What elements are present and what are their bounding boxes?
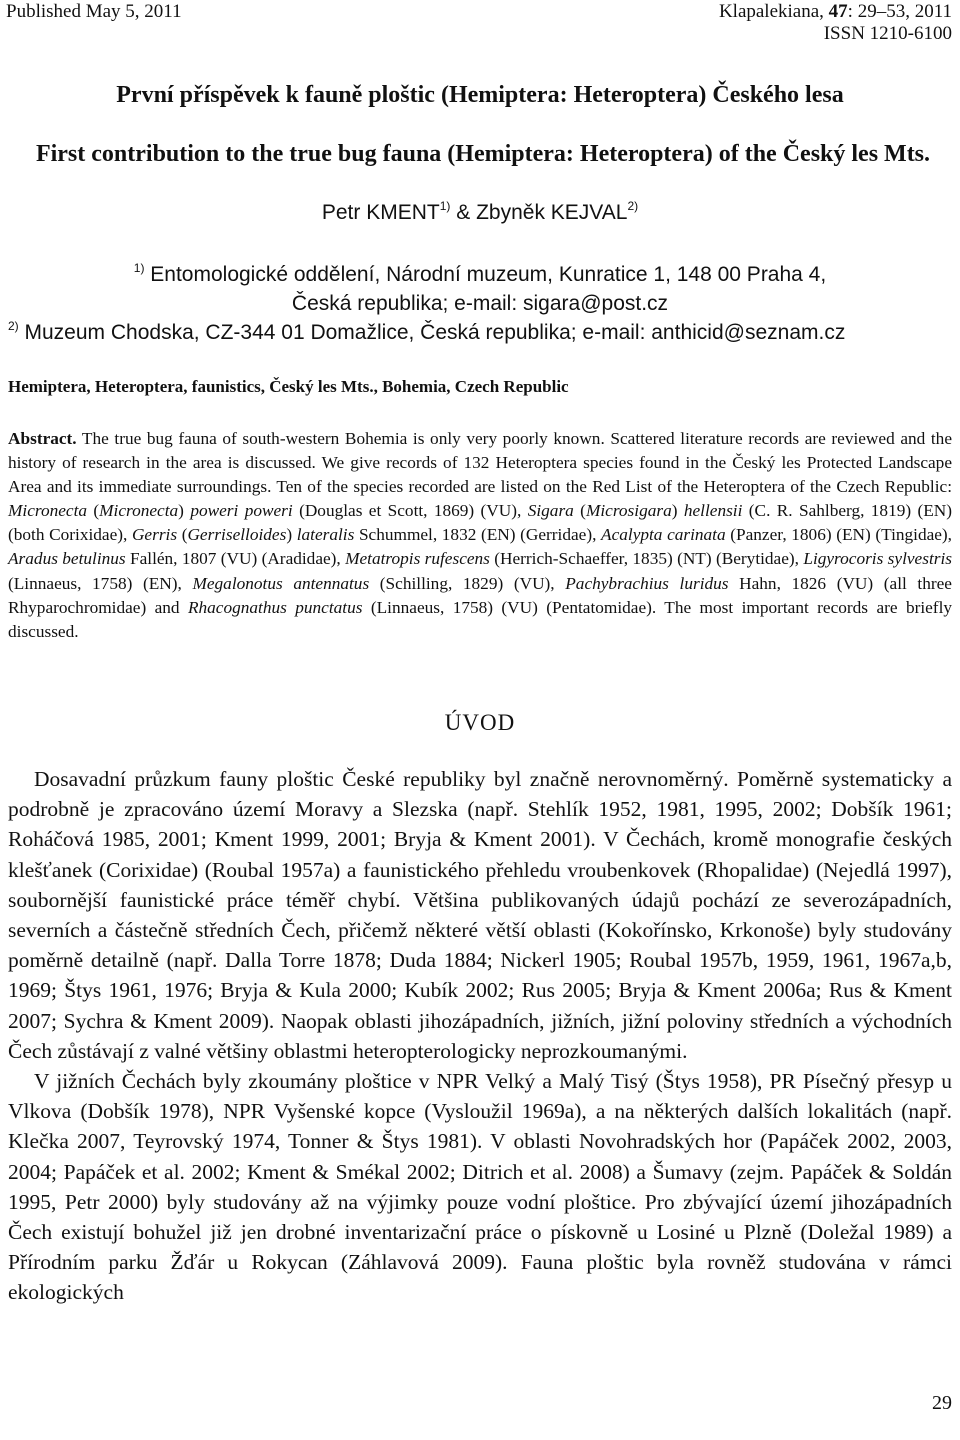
- abstract-text: ): [286, 525, 297, 545]
- abstract-text: (Douglas et Scott, 1869) (VU),: [292, 501, 528, 521]
- section-heading: ÚVOD: [444, 710, 516, 735]
- body-text: [8, 764, 952, 1308]
- author-1: Petr KMENT: [321, 201, 440, 224]
- species-name: Aradus betulinus: [8, 549, 126, 569]
- abstract-text: (Panzer, 1806) (EN) (Tingidae),: [725, 525, 953, 545]
- journal-issn: ISSN 1210-6100: [823, 23, 952, 44]
- paragraph: V jižních Čechách byly zkoumány ploštice v NPR Velký a Malý Tisý (Štys 1958), PR Písečný přesyp u Vlkova (Dobšík 1978), NPR Vyšenské kopce (Vysloužil 1969a), a na některých dalších lokalitách (např. Klečka 2007, Teyrovský 1974, Tonner & Štys 1981). V oblasti Novohradských hor (Papáček 2002, 2003, 2004; Papáček et al. 2002; Kment & Smékal 2002; Ditrich et al. 2008) a Šumavy (zejm. Papáček & Soldán 1995, Petr 2000) byly studovány až na výjimky pouze vodní ploštice. Pro zbývající území jihozápadních Čech existují bohužel již jen drobné inventarizační práce o pískovně u Losiné u Plzně (Doležal 1989) a Přírodním parku Žďár u Rokycan (Záhlavová 2009). Fauna ploštic byla rovněž studována v rámci ekologických: [8, 1069, 952, 1305]
- affiliation-1-mark: 1): [133, 261, 145, 275]
- authors: [0, 200, 960, 226]
- species-name: hellensii: [683, 501, 743, 521]
- keywords: Hemiptera, Heteroptera, faunistics, Český les Mts., Bohemia, Czech Republic: [8, 377, 569, 396]
- species-name: Acalypta carinata: [601, 525, 726, 545]
- title-english: First contribution to the true bug fauna (Hemiptera: Heteroptera) of the Český les Mts.: [35, 141, 931, 167]
- author-1-affiliation-mark: 1): [439, 199, 451, 213]
- affiliation-1: [0, 260, 960, 318]
- species-name: Micronecta: [8, 501, 88, 521]
- abstract-text: (C. R. Sahlberg, 1819) (EN) (both Corixidae),: [8, 501, 953, 545]
- abstract-text: The true bug fauna of south-western Bohemia is only very poorly known. Scattered literature records are reviewed and the history of research in the area is discussed. We give records of 132 Heteroptera species found in the Český les Protected Landscape Area and its immediate surroundings. Ten of the species recorded are listed on the Red List of the Heteroptera of the Czech Republic:: [8, 429, 952, 497]
- author-separator: &: [450, 201, 477, 224]
- abstract-text: (Schilling, 1829) (VU),: [369, 573, 566, 593]
- species-name: Microsigara: [585, 501, 672, 521]
- affiliation-2-mark: 2): [8, 319, 19, 333]
- abstract-text: ): [178, 501, 191, 521]
- paragraph: Dosavadní průzkum fauny ploštic České republiky byl značně nerovnoměrný. Poměrně systematicky a podrobně je zpracováno území Moravy a Slezska (např. Stehlík 1952, 1981, 1995, 2002; Dobšík 1961; Roháčová 1985, 2001; Kment 1999, 2001; Bryja & Kment 2001). V Čechách, kromě monografie českých klešťanek (Corixidae) (Roubal 1957a) a faunistického přehledu vroubenkovek (Rhopalidae) (Nejedlá 1997), soubornější faunistické práce téměř chybí. Většina publikovaných údajů pochází ze severozápadních, severních a částečně středních Čech, přičemž některé větší oblasti (Kokořínsko, Krkonoše) byly studovány poměrně detailně (např. Dalla Torre 1878; Duda 1884; Nickerl 1905; Roubal 1957b, 1959, 1961, 1967a,b, 1969; Štys 1961, 1976; Bryja & Kula 2000; Kubík 2002; Rus 2005; Bryja & Kment 2006a; Rus & Kment 2007; Sychra & Kment 2009). Naopak oblasti jihozápadních, jižních, jižní poloviny středních a východních Čech zůstávají z valné většiny oblastmi heteropterologicky neprozkoumanými.: [8, 767, 952, 1063]
- abstract-label: Abstract.: [8, 429, 77, 448]
- publication-date: Published May 5, 2011: [6, 1, 182, 22]
- abstract-text: (Linnaeus, 1758) (EN),: [8, 573, 193, 593]
- page-number: 29: [932, 1392, 952, 1414]
- species-name: Rhacognathus punctatus: [187, 597, 363, 617]
- species-name: Sigara: [527, 501, 574, 521]
- abstract-text: Fallén, 1807 (VU) (Aradidae),: [125, 549, 346, 569]
- species-name: Gerriselloides: [187, 525, 287, 545]
- abstract-text: (Linnaeus, 1758) (VU) (Pentatomidae). The most important records are briefly discussed.: [8, 597, 953, 641]
- abstract-text: (: [87, 501, 100, 521]
- affiliation-1-line-1: Entomologické oddělení, Národní muzeum, Kunratice 1, 148 00 Praha 4,: [144, 263, 827, 286]
- abstract-text: Hahn, 1826 (VU) (all three Rhyparochromidae) and: [8, 573, 952, 617]
- journal-pages: : 29–53, 2011: [847, 1, 952, 22]
- abstract-text: (Herrich-Schaeffer, 1835) (NT) (Berytidae),: [489, 549, 804, 569]
- journal-citation: [719, 1, 952, 45]
- species-name: Metatropis rufescens: [345, 549, 490, 569]
- author-2: Zbyněk KEJVAL: [476, 201, 628, 224]
- abstract-text: (: [573, 501, 586, 521]
- species-name: Pachybrachius luridus: [565, 573, 729, 593]
- affiliation-2-text: Muzeum Chodska, CZ-344 01 Domažlice, Česká republika; e-mail: anthicid@seznam.cz: [18, 321, 846, 344]
- affiliation-1-line-2: Česká republika; e-mail: sigara@post.cz: [291, 292, 669, 315]
- journal-volume: 47: [828, 1, 848, 22]
- abstract: [8, 427, 952, 644]
- species-name: Gerris: [131, 525, 178, 545]
- author-2-affiliation-mark: 2): [627, 199, 639, 213]
- species-name: poweri poweri: [190, 501, 293, 521]
- species-name: Micronecta: [99, 501, 179, 521]
- journal-name: Klapalekiana,: [718, 1, 829, 22]
- affiliation-2: [8, 320, 958, 346]
- species-name: Megalonotus antennatus: [192, 573, 370, 593]
- abstract-text: Schummel, 1832 (EN) (Gerridae),: [354, 525, 602, 545]
- abstract-text: (: [177, 525, 188, 545]
- title-czech: První příspěvek k fauně ploštic (Hemiptera: Heteroptera) Českého lesa: [116, 82, 844, 108]
- abstract-text: ): [671, 501, 684, 521]
- species-name: Ligyrocoris sylvestris: [803, 549, 953, 569]
- species-name: lateralis: [296, 525, 355, 545]
